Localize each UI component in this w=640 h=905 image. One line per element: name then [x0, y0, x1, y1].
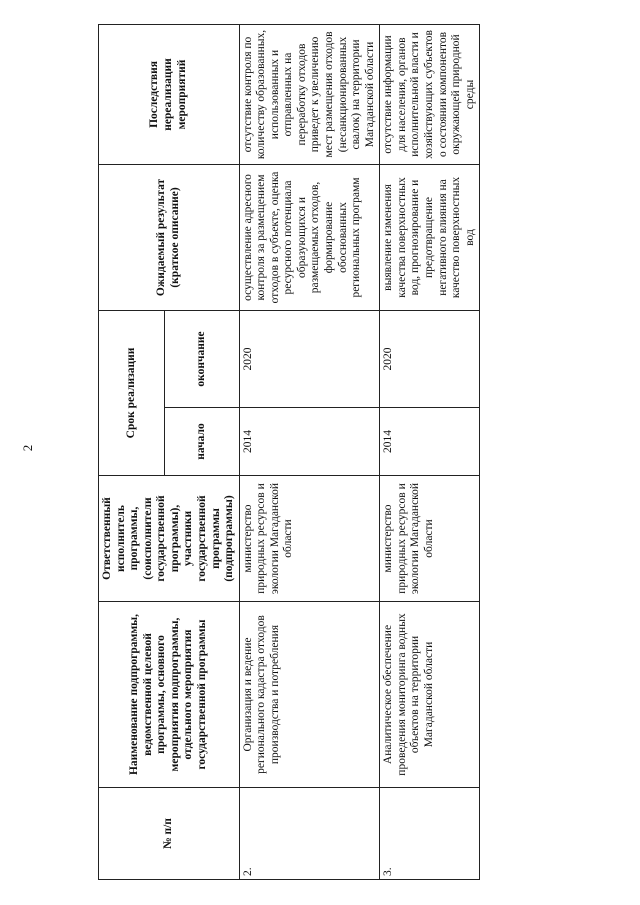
header-result: Ожидаемый результат (краткое описание)	[99, 164, 240, 310]
header-name: Наименование подпрограммы, ведомственной целевой программы, основного мероприятия подпрограммы, отдельного мероприятия государственной программы	[99, 602, 240, 788]
row-result: осуществление адресного контроля за размещением отходов в субъекте, оценка ресурсного потенциала образующихся и размещаемых отходов, формирование обоснованных региональных программ	[239, 164, 380, 310]
header-consequences: Последствия нереализации мероприятий	[99, 24, 240, 164]
row-consequences: отсутствие информации для населения, органов исполнительной власти и хозяйствующих субъектов о состоянии компонентов окружающей природной среды	[380, 24, 480, 164]
row-num: 2.	[239, 788, 380, 880]
header-period: Срок реализации	[99, 310, 165, 475]
header-end: окончание	[164, 310, 239, 407]
row-start: 2014	[380, 408, 480, 476]
row-num: 3.	[380, 788, 480, 880]
row-name: Организация и ведение регионального кадастра отходов производства и потребления	[239, 602, 380, 788]
row-start: 2014	[239, 408, 380, 476]
table-row	[239, 24, 380, 879]
header-num: № п/п	[99, 788, 240, 880]
row-responsible: министерство природных ресурсов и экологии Магаданской области	[239, 476, 380, 602]
row-responsible: министерство природных ресурсов и экологии Магаданской области	[380, 476, 480, 602]
header-responsible: Ответственный исполнитель программы, (соисполнители государственной программы), участники государственной программы (подпрограммы)	[99, 476, 240, 602]
row-end: 2020	[239, 310, 380, 407]
header-row-1	[99, 24, 165, 879]
row-result: выявление изменения качества поверхностных вод, прогнозирование и предотвращение негативного влияния на качество поверхностных вод	[380, 164, 480, 310]
measures-table	[98, 24, 480, 880]
row-consequences: отсутствие контроля по количеству образованных, использованных и отправленных на переработку отходов приведет к увеличению мест размещения отходов (несанкционированных свалок) на территории Магаданской области	[239, 24, 380, 164]
header-start: начало	[164, 408, 239, 476]
table-row	[380, 24, 480, 879]
measures-table-wrapper	[98, 25, 476, 880]
row-name: Аналитическое обеспечение проведения мониторинга водных объектов на территории Магаданской области	[380, 602, 480, 788]
page-number: 2	[20, 444, 35, 452]
row-end: 2020	[380, 310, 480, 407]
